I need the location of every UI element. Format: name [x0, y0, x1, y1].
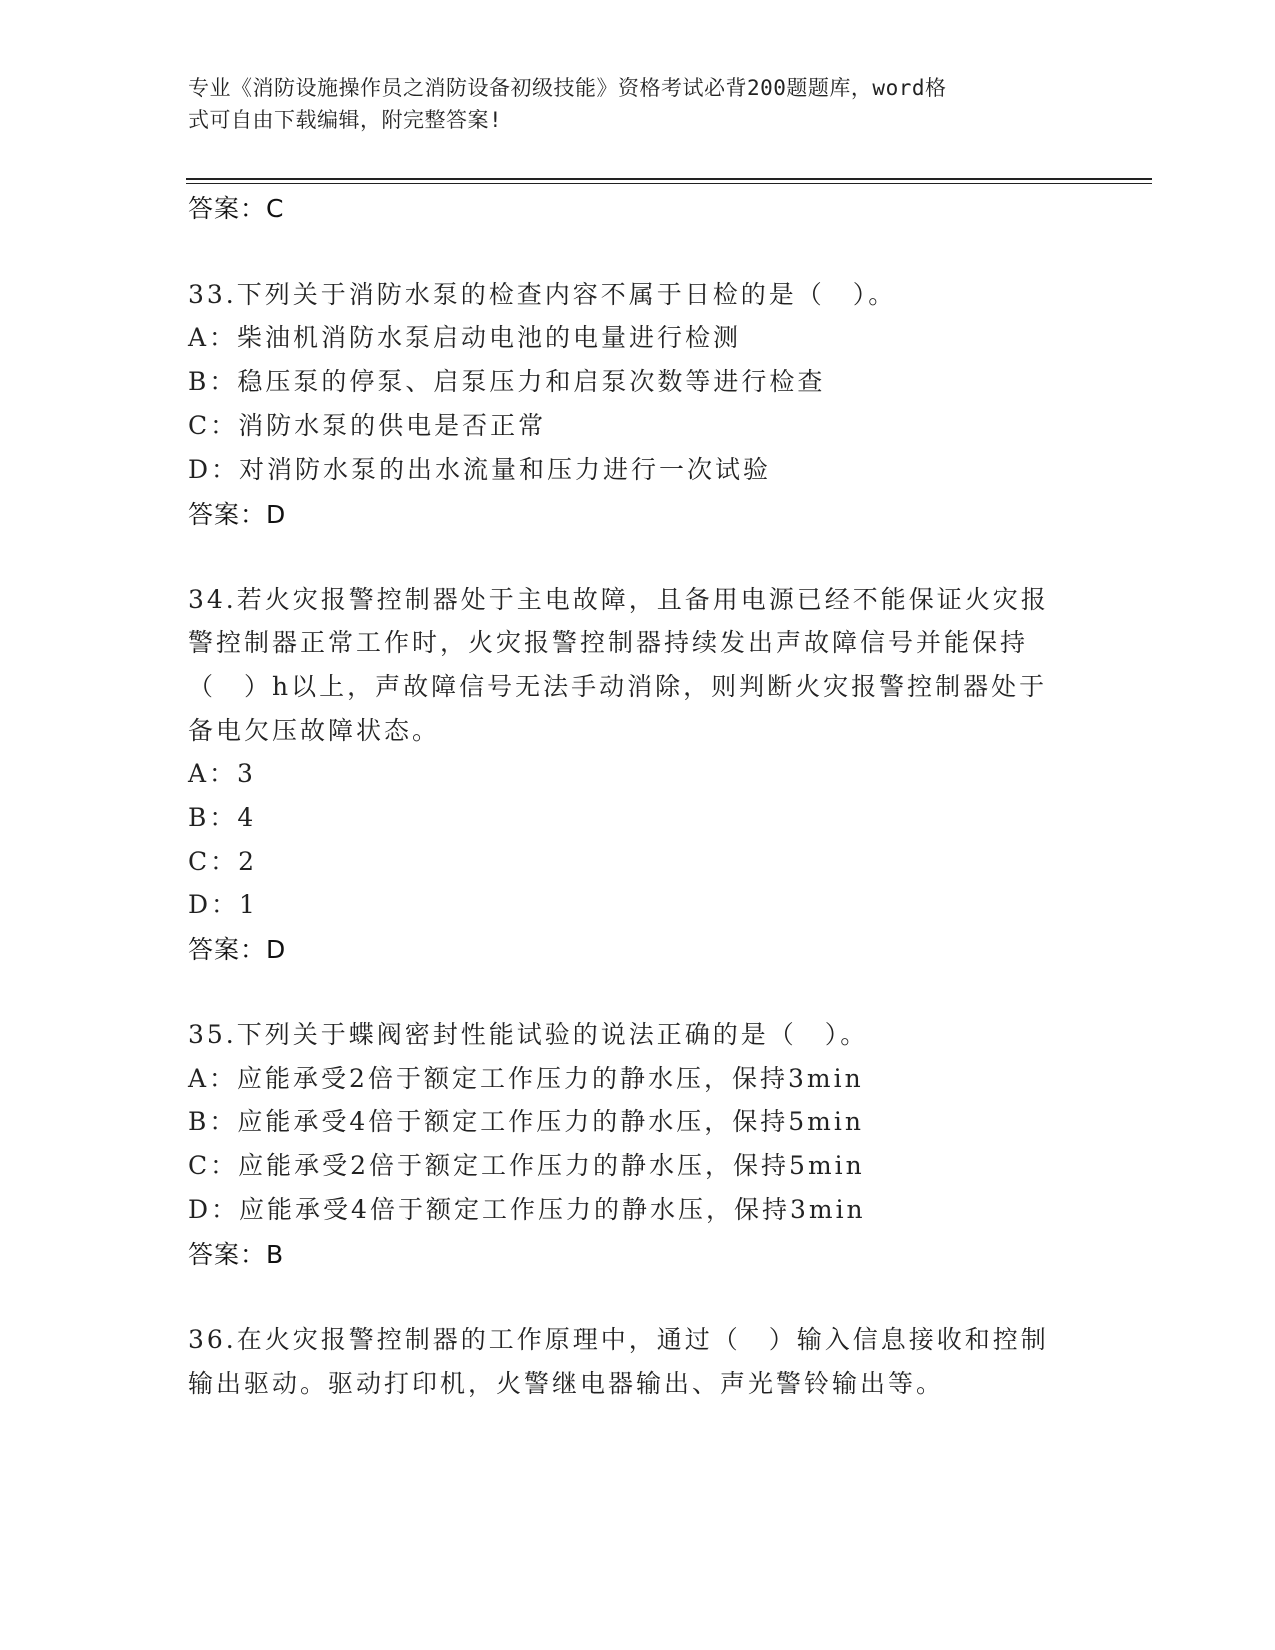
previous-answer: 答案：C [188, 194, 285, 223]
question-35-answer: 答案：B [188, 1240, 285, 1269]
question-35-option-d: D：应能承受4倍于额定工作压力的静水压，保持3min [188, 1195, 866, 1224]
question-35-option-a: A：应能承受2倍于额定工作压力的静水压，保持3min [188, 1064, 864, 1093]
question-34-option-c: C：2 [188, 847, 258, 876]
question-33-answer: 答案：D [188, 500, 287, 529]
question-34-option-a: A：3 [188, 759, 256, 788]
question-34-stem-line-1: 34.若火灾报警控制器处于主电故障，且备用电源已经不能保证火灾报 [188, 585, 1049, 614]
question-33-stem: 33.下列关于消防水泵的检查内容不属于日检的是（ ）。 [188, 280, 897, 309]
question-34-stem-line-3: （ ）h以上，声故障信号无法手动消除，则判断火灾报警控制器处于 [188, 672, 1048, 701]
question-36-stem-line-1: 36.在火灾报警控制器的工作原理中，通过（ ）输入信息接收和控制 [188, 1325, 1049, 1354]
document-header [188, 72, 1068, 136]
question-33-option-d: D：对消防水泵的出水流量和压力进行一次试验 [188, 455, 772, 484]
question-33-option-b: B：稳压泵的停泵、启泵压力和启泵次数等进行检查 [188, 367, 826, 396]
question-33-option-c: C：消防水泵的供电是否正常 [188, 411, 547, 440]
question-34-stem-line-4: 备电欠压故障状态。 [188, 716, 441, 745]
question-34-option-b: B：4 [188, 803, 257, 832]
question-36-stem-line-2: 输出驱动。驱动打印机，火警继电器输出、声光警铃输出等。 [188, 1369, 945, 1398]
question-33-option-a: A：柴油机消防水泵启动电池的电量进行检测 [188, 323, 742, 352]
question-34-stem-line-2: 警控制器正常工作时，火灾报警控制器持续发出声故障信号并能保持 [188, 628, 1029, 657]
question-35-option-b: B：应能承受4倍于额定工作压力的静水压，保持5min [188, 1107, 864, 1136]
question-34-answer: 答案：D [188, 935, 287, 964]
header-divider-thick [186, 178, 1152, 180]
header-line-1: 专业《消防设施操作员之消防设备初级技能》资格考试必背200题题库，word格 [188, 76, 947, 100]
question-35-stem: 35.下列关于蝶阀密封性能试验的说法正确的是（ ）。 [188, 1020, 869, 1049]
header-line-2: 式可自由下载编辑，附完整答案! [188, 108, 503, 132]
header-divider-thin [186, 183, 1152, 184]
question-35-option-c: C：应能承受2倍于额定工作压力的静水压，保持5min [188, 1151, 865, 1180]
question-34-option-d: D：1 [188, 890, 258, 919]
